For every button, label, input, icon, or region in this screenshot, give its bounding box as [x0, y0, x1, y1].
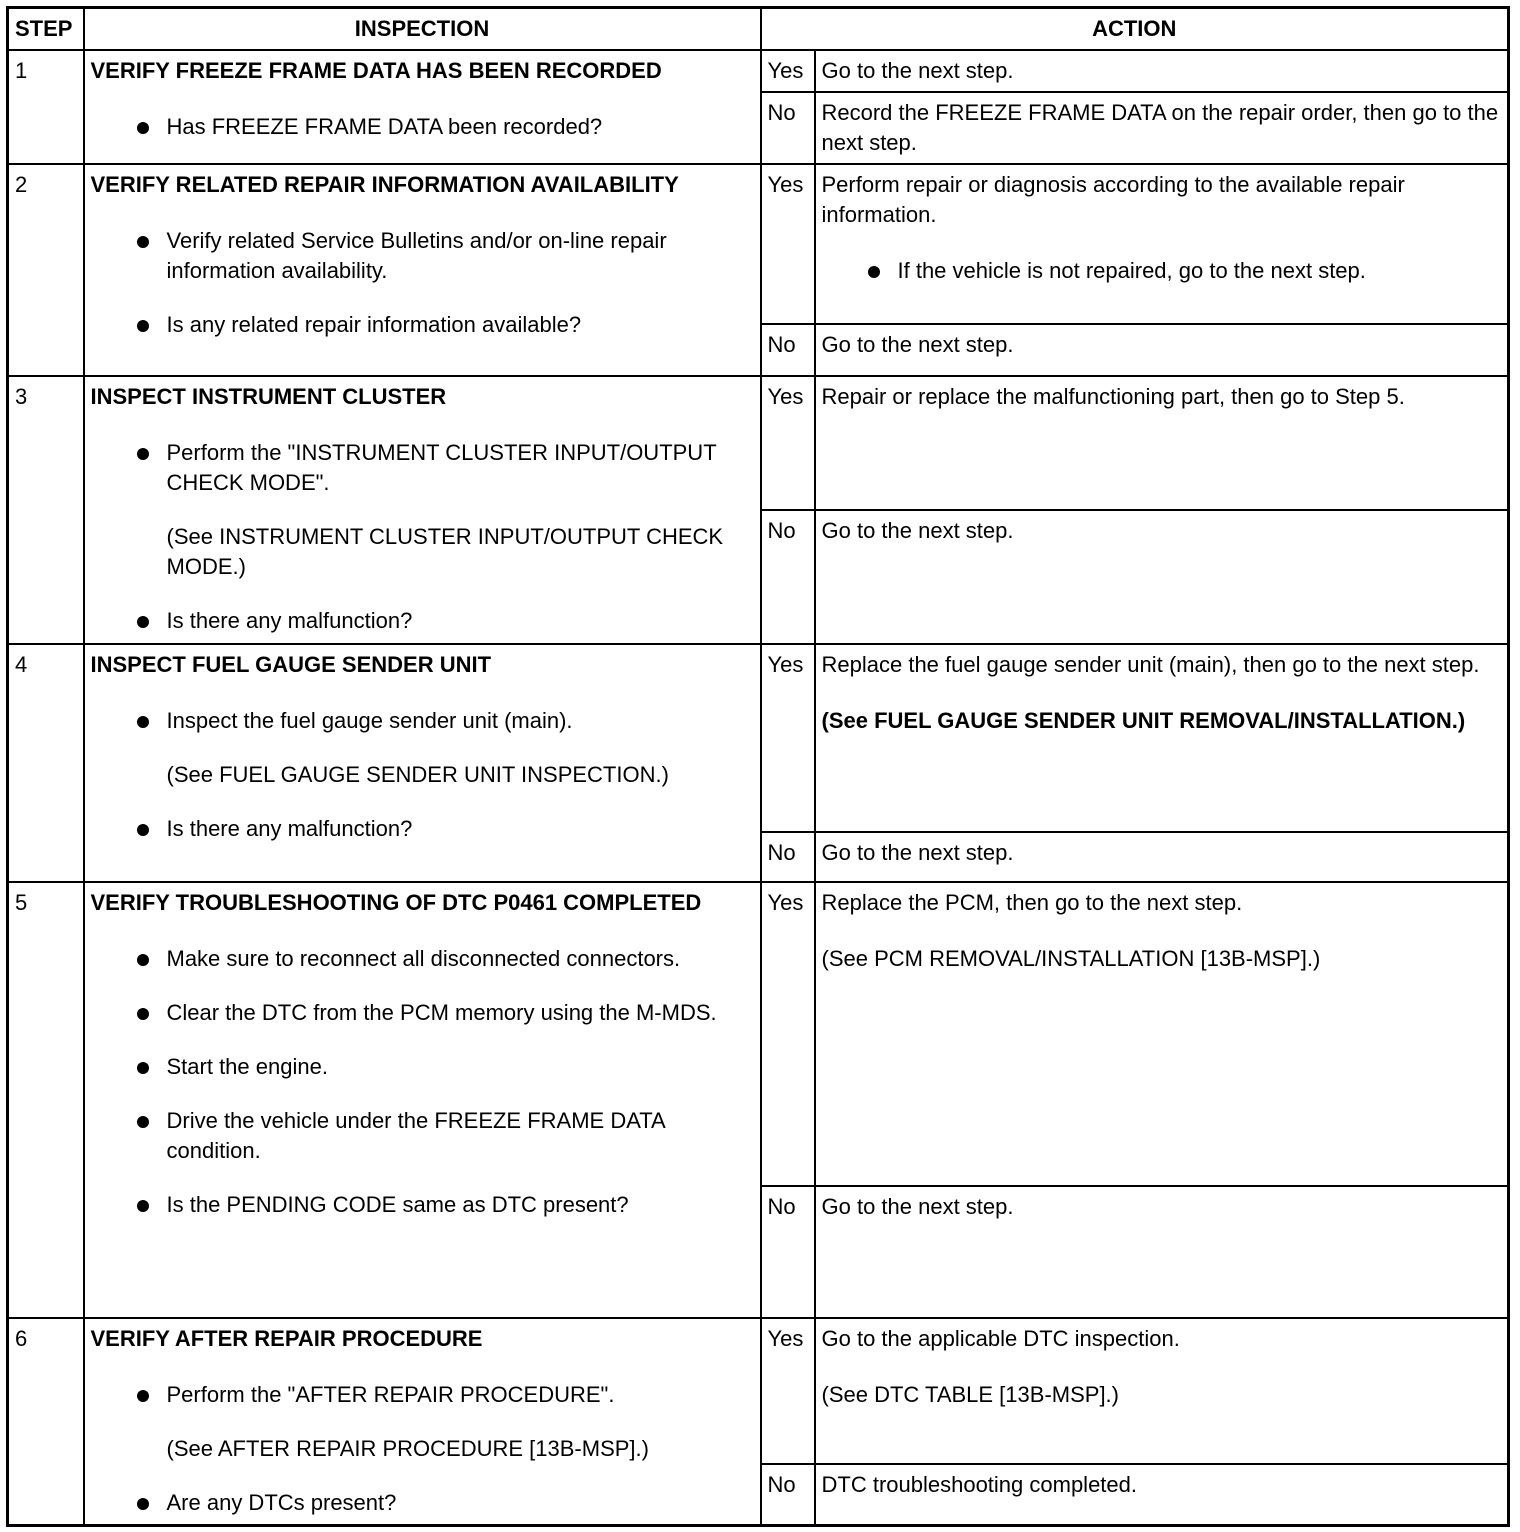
- inspection-cell: [84, 164, 761, 376]
- action-text: DTC troubleshooting completed.: [821, 1471, 1137, 1497]
- yes-action: [815, 164, 1509, 324]
- step-number: 2: [8, 164, 84, 376]
- yes-label: Yes: [761, 50, 815, 92]
- action-text: Go to the applicable DTC inspection.: [821, 1325, 1180, 1351]
- inspection-note: (See AFTER REPAIR PROCEDURE [13B-MSP].): [166, 1435, 649, 1461]
- inspection-item: Make sure to reconnect all disconnected connectors.: [91, 944, 754, 974]
- step-2-row: [8, 164, 1509, 324]
- yes-action: [815, 644, 1509, 832]
- action-text: Perform repair or diagnosis according to the available repair information.: [821, 171, 1405, 227]
- action-text: Go to the next step.: [821, 839, 1014, 865]
- inspection-item: Perform the "INSTRUMENT CLUSTER INPUT/OUTPUT CHECK MODE".: [91, 438, 754, 498]
- no-action: [815, 832, 1509, 882]
- step-5-row: [8, 882, 1509, 1186]
- step-title: INSPECT FUEL GAUGE SENDER UNIT: [90, 651, 492, 677]
- inspection-item: Perform the "AFTER REPAIR PROCEDURE".: [91, 1380, 754, 1410]
- yes-action: [815, 376, 1509, 510]
- inspection-cell: [84, 50, 761, 164]
- no-label: No: [761, 324, 815, 376]
- inspection-cell: [84, 882, 761, 1318]
- inspection-cell: [84, 644, 761, 882]
- step-4-row: [8, 644, 1509, 832]
- step-number: 3: [8, 376, 84, 644]
- action-text: Go to the next step.: [821, 1193, 1014, 1219]
- step-3-row: [8, 376, 1509, 510]
- step-title: INSPECT INSTRUMENT CLUSTER: [90, 383, 447, 409]
- no-action: [815, 1186, 1509, 1318]
- yes-action: [815, 1318, 1509, 1464]
- inspection-item: Is the PENDING CODE same as DTC present?: [91, 1190, 754, 1220]
- inspection-header: INSPECTION: [84, 8, 761, 50]
- diagnostic-procedure-table: [6, 6, 1510, 1527]
- inspection-item: Inspect the fuel gauge sender unit (main).: [91, 706, 754, 736]
- no-action: [815, 1464, 1509, 1526]
- step-number: 1: [8, 50, 84, 164]
- action-text: Replace the PCM, then go to the next step.: [821, 889, 1243, 915]
- no-label: No: [761, 1464, 815, 1526]
- inspection-item: Clear the DTC from the PCM memory using the M-MDS.: [91, 998, 754, 1028]
- action-reference: (See FUEL GAUGE SENDER UNIT REMOVAL/INSTALLATION.): [821, 707, 1466, 733]
- step-number: 6: [8, 1318, 84, 1526]
- inspection-item: Is there any malfunction?: [91, 606, 754, 636]
- action-header: ACTION: [761, 8, 1509, 50]
- inspection-item: Is there any malfunction?: [91, 814, 754, 844]
- no-label: No: [761, 1186, 815, 1318]
- step-title: VERIFY AFTER REPAIR PROCEDURE: [90, 1325, 483, 1351]
- action-text: Replace the fuel gauge sender unit (main), then go to the next step.: [821, 651, 1480, 677]
- action-text: Record the FREEZE FRAME DATA on the repair order, then go to the next step.: [821, 99, 1499, 155]
- no-action: [815, 92, 1509, 164]
- inspection-note: (See FUEL GAUGE SENDER UNIT INSPECTION.): [166, 761, 669, 787]
- inspection-item: Start the engine.: [91, 1052, 754, 1082]
- no-action: [815, 324, 1509, 376]
- yes-label: Yes: [761, 376, 815, 510]
- inspection-item: Verify related Service Bulletins and/or on-line repair information availability.: [91, 226, 754, 286]
- inspection-item: Has FREEZE FRAME DATA been recorded?: [91, 112, 754, 142]
- step-number: 5: [8, 882, 84, 1318]
- yes-label: Yes: [761, 164, 815, 324]
- inspection-cell: [84, 376, 761, 644]
- action-text: Go to the next step.: [821, 57, 1014, 83]
- no-label: No: [761, 92, 815, 164]
- step-title: VERIFY RELATED REPAIR INFORMATION AVAILABILITY: [90, 171, 679, 197]
- no-label: No: [761, 832, 815, 882]
- action-reference: (See DTC TABLE [13B-MSP].): [821, 1381, 1119, 1407]
- action-reference: (See PCM REMOVAL/INSTALLATION [13B-MSP].): [821, 945, 1321, 971]
- yes-action: [815, 882, 1509, 1186]
- step-number: 4: [8, 644, 84, 882]
- step-header: STEP: [8, 8, 84, 50]
- action-text: Go to the next step.: [821, 331, 1014, 357]
- action-bullet: If the vehicle is not repaired, go to the next step.: [822, 256, 1502, 286]
- inspection-item: Are any DTCs present?: [91, 1488, 754, 1518]
- step-title: VERIFY FREEZE FRAME DATA HAS BEEN RECORDED: [90, 57, 662, 83]
- no-action: [815, 510, 1509, 644]
- step-6-row: [8, 1318, 1509, 1464]
- header-row: [8, 8, 1509, 50]
- yes-label: Yes: [761, 644, 815, 832]
- action-text: Repair or replace the malfunctioning part, then go to Step 5.: [821, 383, 1405, 409]
- inspection-cell: [84, 1318, 761, 1526]
- step-title: VERIFY TROUBLESHOOTING OF DTC P0461 COMPLETED: [90, 889, 702, 915]
- inspection-note: (See INSTRUMENT CLUSTER INPUT/OUTPUT CHECK MODE.): [166, 523, 724, 579]
- action-text: Go to the next step.: [821, 517, 1014, 543]
- inspection-item: Drive the vehicle under the FREEZE FRAME DATA condition.: [91, 1106, 754, 1166]
- inspection-item: Is any related repair information available?: [91, 310, 754, 340]
- no-label: No: [761, 510, 815, 644]
- step-1-row: [8, 50, 1509, 92]
- yes-label: Yes: [761, 1318, 815, 1464]
- yes-action: [815, 50, 1509, 92]
- yes-label: Yes: [761, 882, 815, 1186]
